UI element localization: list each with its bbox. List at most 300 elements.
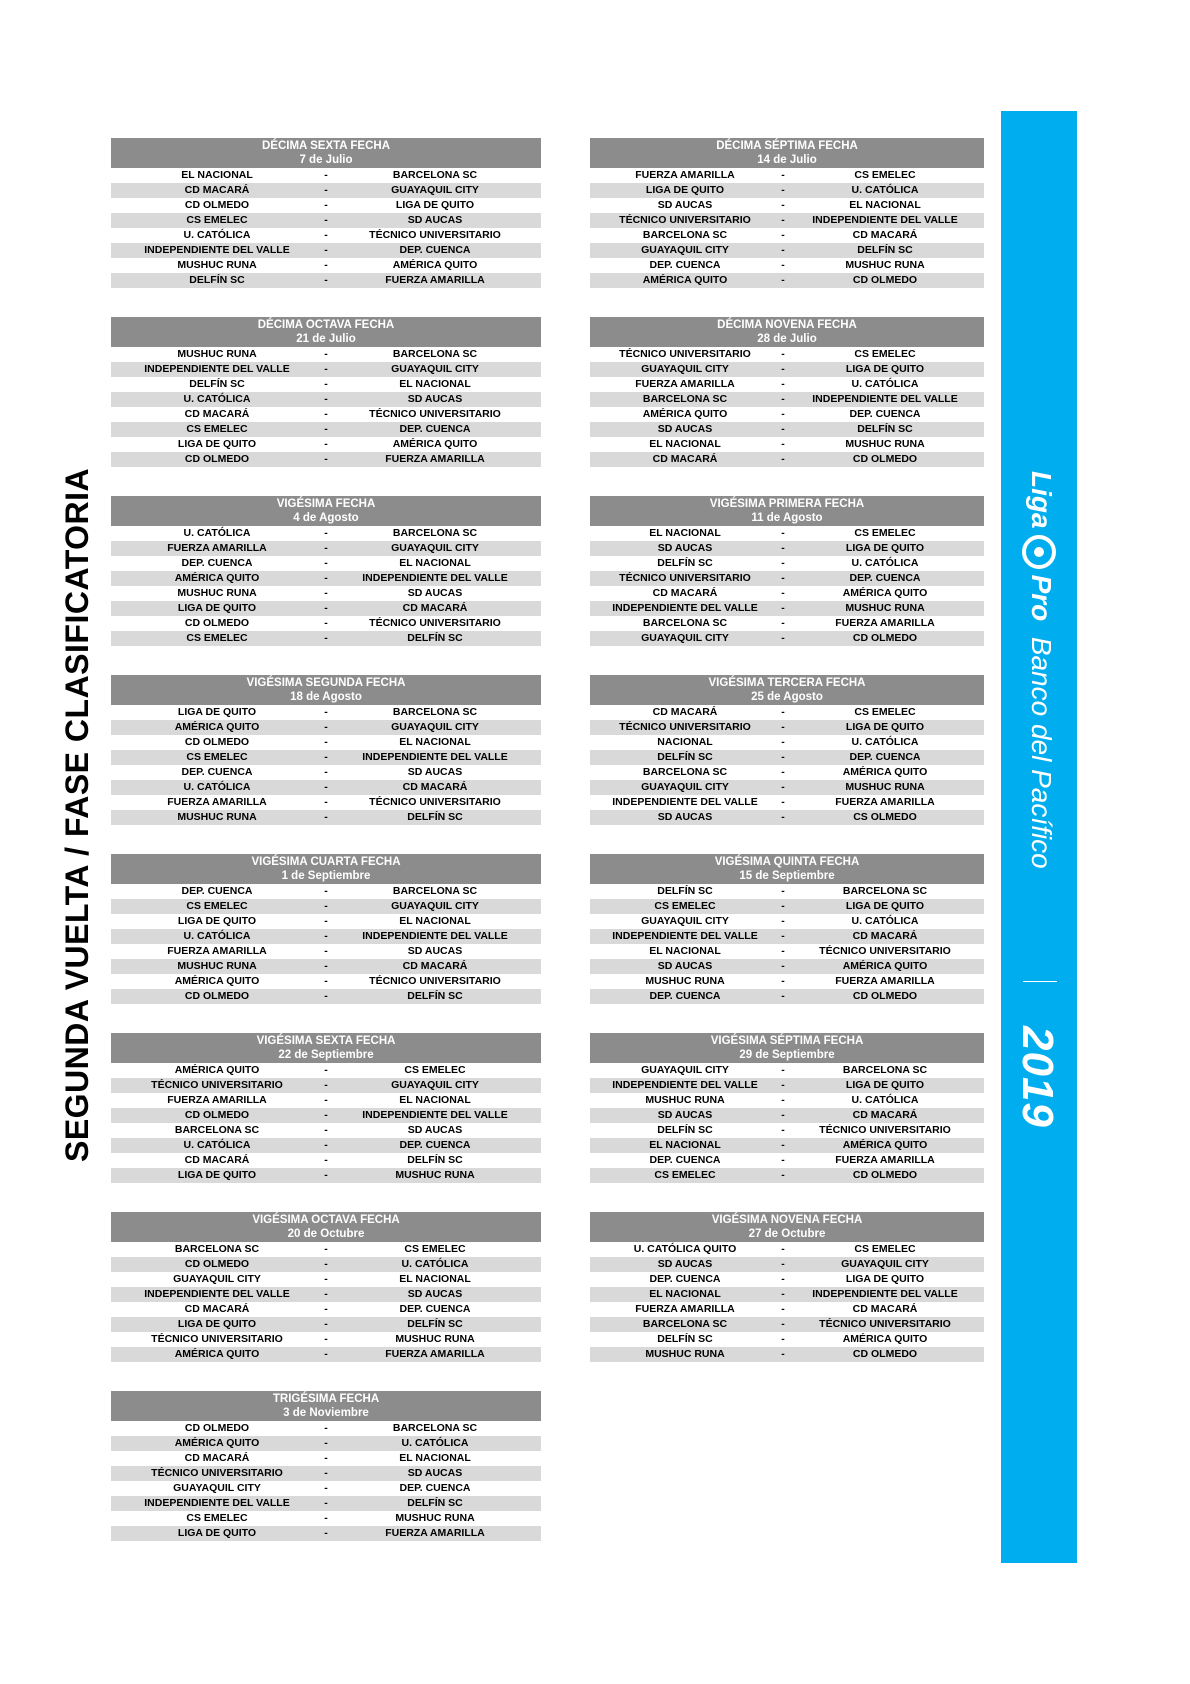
- liga-pro-logo-icon: [1022, 535, 1056, 569]
- round-title: DÉCIMA NOVENA FECHA: [717, 319, 857, 331]
- home-team: EL NACIONAL: [649, 527, 721, 539]
- home-team: EL NACIONAL: [649, 1288, 721, 1300]
- match-separator: -: [324, 1512, 328, 1524]
- match-separator: -: [781, 1124, 785, 1136]
- match-row: [590, 780, 984, 795]
- away-team: CD MACARÁ: [402, 781, 468, 793]
- round-block: [111, 496, 541, 646]
- home-team: FUERZA AMARILLA: [635, 378, 735, 390]
- match-row: [590, 1287, 984, 1302]
- away-team: MUSHUC RUNA: [845, 259, 925, 271]
- match-separator: -: [781, 527, 785, 539]
- match-separator: -: [781, 885, 785, 897]
- home-team: INDEPENDIENTE DEL VALLE: [612, 930, 758, 942]
- round-date: 27 de Octubre: [748, 1228, 826, 1240]
- away-team: SD AUCAS: [407, 393, 463, 405]
- home-team: INDEPENDIENTE DEL VALLE: [144, 363, 290, 375]
- away-team: SD AUCAS: [407, 766, 463, 778]
- match-row: [111, 1526, 541, 1541]
- match-row: [590, 959, 984, 974]
- home-team: GUAYAQUIL CITY: [173, 1482, 261, 1494]
- away-team: DEP. CUENCA: [849, 751, 921, 763]
- away-team: CS EMELEC: [404, 1243, 466, 1255]
- home-team: DEP. CUENCA: [649, 259, 721, 271]
- round-header: [111, 854, 541, 884]
- home-team: AMÉRICA QUITO: [174, 572, 260, 584]
- match-separator: -: [781, 1169, 785, 1181]
- round-block: [590, 496, 984, 646]
- match-separator: -: [324, 1154, 328, 1166]
- away-team: AMÉRICA QUITO: [392, 438, 478, 450]
- round-date: 11 de Agosto: [751, 512, 823, 524]
- home-team: MUSHUC RUNA: [177, 960, 257, 972]
- match-row: [111, 750, 541, 765]
- match-separator: -: [324, 1482, 328, 1494]
- home-team: U. CATÓLICA: [183, 930, 251, 942]
- match-row: [590, 1153, 984, 1168]
- away-team: EL NACIONAL: [399, 1273, 471, 1285]
- match-row: [111, 959, 541, 974]
- round-header: [590, 1033, 984, 1063]
- away-team: CD OLMEDO: [852, 1348, 918, 1360]
- match-separator: -: [324, 1064, 328, 1076]
- home-team: MUSHUC RUNA: [645, 975, 725, 987]
- round-block: [111, 1212, 541, 1362]
- match-separator: -: [324, 766, 328, 778]
- round-title: TRIGÉSIMA FECHA: [272, 1393, 380, 1405]
- match-row: [590, 795, 984, 810]
- home-team: GUAYAQUIL CITY: [641, 632, 729, 644]
- match-separator: -: [781, 736, 785, 748]
- match-separator: -: [324, 1467, 328, 1479]
- home-team: CS EMELEC: [186, 1512, 248, 1524]
- match-row: [590, 273, 984, 288]
- away-team: AMÉRICA QUITO: [842, 587, 928, 599]
- away-team: GUAYAQUIL CITY: [841, 1258, 929, 1270]
- home-team: CD OLMEDO: [184, 199, 250, 211]
- match-separator: -: [324, 811, 328, 823]
- away-team: TÉCNICO UNIVERSITARIO: [369, 408, 501, 420]
- home-team: INDEPENDIENTE DEL VALLE: [144, 1497, 290, 1509]
- match-separator: -: [324, 796, 328, 808]
- round-title: VIGÉSIMA FECHA: [276, 498, 376, 510]
- home-team: LIGA DE QUITO: [177, 1527, 257, 1539]
- home-team: FUERZA AMARILLA: [635, 1303, 735, 1315]
- match-separator: -: [781, 975, 785, 987]
- match-row: [590, 1257, 984, 1272]
- match-row: [590, 1093, 984, 1108]
- match-separator: -: [324, 363, 328, 375]
- home-team: DELFÍN SC: [657, 557, 713, 569]
- match-separator: -: [781, 766, 785, 778]
- round-block: [590, 1033, 984, 1183]
- round-title: VIGÉSIMA CUARTA FECHA: [251, 856, 401, 868]
- home-team: AMÉRICA QUITO: [174, 1437, 260, 1449]
- match-separator: -: [781, 1064, 785, 1076]
- match-separator: -: [324, 915, 328, 927]
- match-separator: -: [324, 557, 328, 569]
- match-separator: -: [324, 274, 328, 286]
- match-separator: -: [781, 1273, 785, 1285]
- away-team: MUSHUC RUNA: [845, 602, 925, 614]
- match-row: [111, 168, 541, 183]
- brand-bank: Banco del Pacífico: [1026, 636, 1057, 869]
- home-team: AMÉRICA QUITO: [174, 1064, 260, 1076]
- away-team: DEP. CUENCA: [399, 423, 471, 435]
- away-team: U. CATÓLICA: [851, 1094, 919, 1106]
- round-block: [111, 317, 541, 467]
- round-block: [590, 854, 984, 1004]
- match-row: [590, 929, 984, 944]
- away-team: AMÉRICA QUITO: [392, 259, 478, 271]
- match-row: [111, 810, 541, 825]
- match-separator: -: [781, 453, 785, 465]
- round-header: [590, 1212, 984, 1242]
- away-team: EL NACIONAL: [399, 378, 471, 390]
- match-row: [590, 392, 984, 407]
- home-team: GUAYAQUIL CITY: [641, 915, 729, 927]
- away-team: INDEPENDIENTE DEL VALLE: [812, 214, 958, 226]
- brand-year: 2019: [1013, 1026, 1062, 1128]
- away-team: U. CATÓLICA: [851, 557, 919, 569]
- match-row: [590, 1332, 984, 1347]
- away-team: INDEPENDIENTE DEL VALLE: [362, 930, 508, 942]
- page-side-title: SEGUNDA VUELTA / FASE CLASIFICATORIA: [59, 467, 95, 1162]
- match-row: [111, 1466, 541, 1481]
- match-separator: -: [781, 274, 785, 286]
- match-separator: -: [324, 706, 328, 718]
- away-team: FUERZA AMARILLA: [385, 1348, 485, 1360]
- away-team: LIGA DE QUITO: [845, 363, 925, 375]
- round-date: 18 de Agosto: [290, 691, 362, 703]
- round-header: [590, 317, 984, 347]
- home-team: DELFÍN SC: [657, 1124, 713, 1136]
- match-row: [111, 243, 541, 258]
- match-separator: -: [781, 1303, 785, 1315]
- home-team: DELFÍN SC: [189, 378, 245, 390]
- away-team: LIGA DE QUITO: [845, 1273, 925, 1285]
- match-row: [111, 392, 541, 407]
- home-team: INDEPENDIENTE DEL VALLE: [612, 1079, 758, 1091]
- home-team: DELFÍN SC: [657, 1333, 713, 1345]
- match-separator: -: [324, 1109, 328, 1121]
- match-row: [590, 258, 984, 273]
- match-separator: -: [781, 1288, 785, 1300]
- match-separator: -: [781, 1348, 785, 1360]
- match-separator: -: [781, 960, 785, 972]
- banner-divider: [1023, 981, 1057, 982]
- match-row: [590, 914, 984, 929]
- match-row: [111, 1272, 541, 1287]
- home-team: DEP. CUENCA: [181, 557, 253, 569]
- match-separator: -: [324, 453, 328, 465]
- match-separator: -: [324, 1318, 328, 1330]
- match-separator: -: [781, 811, 785, 823]
- round-block: [111, 1391, 541, 1541]
- match-row: [590, 437, 984, 452]
- match-row: [590, 884, 984, 899]
- round-date: 28 de Julio: [757, 333, 817, 345]
- round-header: [111, 496, 541, 526]
- match-separator: -: [781, 1079, 785, 1091]
- home-team: AMÉRICA QUITO: [174, 1348, 260, 1360]
- match-separator: -: [324, 1348, 328, 1360]
- round-title: VIGÉSIMA NOVENA FECHA: [711, 1214, 863, 1226]
- home-team: TÉCNICO UNIVERSITARIO: [619, 572, 751, 584]
- away-team: EL NACIONAL: [399, 557, 471, 569]
- match-separator: -: [324, 930, 328, 942]
- away-team: DELFÍN SC: [407, 632, 463, 644]
- home-team: BARCELONA SC: [642, 393, 728, 405]
- match-row: [111, 929, 541, 944]
- home-team: CD OLMEDO: [184, 453, 250, 465]
- home-team: DEP. CUENCA: [181, 766, 253, 778]
- home-team: LIGA DE QUITO: [177, 1169, 257, 1181]
- away-team: DELFÍN SC: [407, 1318, 463, 1330]
- match-row: [111, 571, 541, 586]
- match-separator: -: [324, 572, 328, 584]
- home-team: U. CATÓLICA: [183, 781, 251, 793]
- round-header: [590, 138, 984, 168]
- home-team: CD MACARÁ: [184, 1303, 250, 1315]
- round-title: VIGÉSIMA SEGUNDA FECHA: [246, 677, 406, 689]
- match-separator: -: [781, 348, 785, 360]
- match-separator: -: [324, 393, 328, 405]
- home-team: DEP. CUENCA: [181, 885, 253, 897]
- home-team: AMÉRICA QUITO: [174, 721, 260, 733]
- home-team: DELFÍN SC: [657, 751, 713, 763]
- match-row: [111, 780, 541, 795]
- match-row: [111, 452, 541, 467]
- away-team: LIGA DE QUITO: [395, 199, 475, 211]
- away-team: BARCELONA SC: [392, 1422, 478, 1434]
- match-separator: -: [324, 542, 328, 554]
- home-team: LIGA DE QUITO: [177, 438, 257, 450]
- match-row: [111, 1451, 541, 1466]
- away-team: LIGA DE QUITO: [845, 900, 925, 912]
- match-row: [111, 183, 541, 198]
- home-team: CD MACARÁ: [184, 408, 250, 420]
- home-team: BARCELONA SC: [174, 1124, 260, 1136]
- match-row: [111, 1481, 541, 1496]
- match-row: [111, 422, 541, 437]
- away-team: CD MACARÁ: [852, 930, 918, 942]
- away-team: BARCELONA SC: [392, 348, 478, 360]
- away-team: SD AUCAS: [407, 1467, 463, 1479]
- match-separator: -: [781, 572, 785, 584]
- match-separator: -: [324, 1139, 328, 1151]
- away-team: INDEPENDIENTE DEL VALLE: [812, 1288, 958, 1300]
- match-separator: -: [781, 1154, 785, 1166]
- away-team: DELFÍN SC: [857, 244, 913, 256]
- away-team: DEP. CUENCA: [399, 1482, 471, 1494]
- match-separator: -: [324, 184, 328, 196]
- away-team: SD AUCAS: [407, 1124, 463, 1136]
- home-team: GUAYAQUIL CITY: [641, 363, 729, 375]
- away-team: SD AUCAS: [407, 214, 463, 226]
- away-team: EL NACIONAL: [399, 1452, 471, 1464]
- match-separator: -: [324, 1333, 328, 1345]
- match-separator: -: [781, 617, 785, 629]
- home-team: SD AUCAS: [657, 423, 713, 435]
- away-team: EL NACIONAL: [399, 1094, 471, 1106]
- match-row: [111, 989, 541, 1004]
- away-team: FUERZA AMARILLA: [835, 796, 935, 808]
- round-header: [111, 1391, 541, 1421]
- match-row: [111, 601, 541, 616]
- match-separator: -: [324, 602, 328, 614]
- home-team: SD AUCAS: [657, 811, 713, 823]
- home-team: INDEPENDIENTE DEL VALLE: [144, 244, 290, 256]
- match-separator: -: [781, 1109, 785, 1121]
- match-row: [111, 1078, 541, 1093]
- match-row: [590, 213, 984, 228]
- round-header: [590, 496, 984, 526]
- home-team: U. CATÓLICA: [183, 1139, 251, 1151]
- match-separator: -: [324, 1497, 328, 1509]
- away-team: FUERZA AMARILLA: [835, 975, 935, 987]
- away-team: MUSHUC RUNA: [395, 1512, 475, 1524]
- match-separator: -: [324, 1527, 328, 1539]
- match-separator: -: [324, 1437, 328, 1449]
- round-header: [590, 854, 984, 884]
- home-team: SD AUCAS: [657, 960, 713, 972]
- match-separator: -: [324, 721, 328, 733]
- home-team: SD AUCAS: [657, 1109, 713, 1121]
- home-team: MUSHUC RUNA: [177, 587, 257, 599]
- match-row: [111, 377, 541, 392]
- match-row: [590, 631, 984, 646]
- match-row: [590, 407, 984, 422]
- match-row: [590, 362, 984, 377]
- liga-pro-banner: [1001, 111, 1077, 1563]
- home-team: U. CATÓLICA: [183, 527, 251, 539]
- match-separator: -: [781, 244, 785, 256]
- match-separator: -: [324, 244, 328, 256]
- match-separator: -: [781, 259, 785, 271]
- away-team: DEP. CUENCA: [849, 408, 921, 420]
- match-separator: -: [324, 438, 328, 450]
- match-row: [111, 258, 541, 273]
- home-team: DEP. CUENCA: [649, 1154, 721, 1166]
- away-team: CD OLMEDO: [852, 632, 918, 644]
- match-separator: -: [324, 423, 328, 435]
- round-date: 22 de Septiembre: [278, 1049, 374, 1061]
- away-team: FUERZA AMARILLA: [385, 1527, 485, 1539]
- match-separator: -: [781, 363, 785, 375]
- home-team: BARCELONA SC: [174, 1243, 260, 1255]
- match-row: [590, 452, 984, 467]
- away-team: U. CATÓLICA: [851, 378, 919, 390]
- match-row: [590, 705, 984, 720]
- home-team: CS EMELEC: [186, 632, 248, 644]
- home-team: CD OLMEDO: [184, 1258, 250, 1270]
- match-row: [111, 705, 541, 720]
- away-team: INDEPENDIENTE DEL VALLE: [812, 393, 958, 405]
- away-team: EL NACIONAL: [399, 736, 471, 748]
- match-row: [111, 616, 541, 631]
- home-team: CD MACARÁ: [184, 1452, 250, 1464]
- away-team: GUAYAQUIL CITY: [391, 363, 479, 375]
- match-separator: -: [781, 721, 785, 733]
- match-separator: -: [781, 751, 785, 763]
- home-team: CD MACARÁ: [652, 706, 718, 718]
- match-row: [111, 914, 541, 929]
- match-separator: -: [781, 706, 785, 718]
- home-team: TÉCNICO UNIVERSITARIO: [619, 348, 751, 360]
- match-row: [111, 974, 541, 989]
- match-row: [111, 556, 541, 571]
- match-separator: -: [324, 1258, 328, 1270]
- match-row: [590, 1242, 984, 1257]
- round-date: 4 de Agosto: [293, 512, 359, 524]
- away-team: GUAYAQUIL CITY: [391, 1079, 479, 1091]
- away-team: BARCELONA SC: [842, 885, 928, 897]
- home-team: LIGA DE QUITO: [645, 184, 725, 196]
- away-team: EL NACIONAL: [399, 915, 471, 927]
- home-team: DEP. CUENCA: [649, 990, 721, 1002]
- match-separator: -: [324, 1452, 328, 1464]
- match-row: [111, 720, 541, 735]
- match-separator: -: [324, 199, 328, 211]
- away-team: FUERZA AMARILLA: [385, 453, 485, 465]
- match-separator: -: [781, 378, 785, 390]
- match-separator: -: [781, 632, 785, 644]
- match-row: [111, 1093, 541, 1108]
- match-separator: -: [324, 1169, 328, 1181]
- round-block: [111, 675, 541, 825]
- match-separator: -: [324, 1273, 328, 1285]
- match-row: [590, 571, 984, 586]
- round-title: DÉCIMA OCTAVA FECHA: [257, 319, 395, 331]
- match-row: [590, 1108, 984, 1123]
- away-team: CD MACARÁ: [852, 1303, 918, 1315]
- round-date: 20 de Octubre: [287, 1228, 365, 1240]
- match-row: [590, 377, 984, 392]
- round-block: [111, 854, 541, 1004]
- away-team: FUERZA AMARILLA: [385, 274, 485, 286]
- home-team: CD OLMEDO: [184, 617, 250, 629]
- match-separator: -: [781, 1139, 785, 1151]
- away-team: DEP. CUENCA: [399, 244, 471, 256]
- away-team: DEP. CUENCA: [399, 1139, 471, 1151]
- round-title: VIGÉSIMA SEXTA FECHA: [256, 1035, 396, 1047]
- match-row: [111, 631, 541, 646]
- home-team: INDEPENDIENTE DEL VALLE: [612, 602, 758, 614]
- match-separator: -: [781, 408, 785, 420]
- match-separator: -: [781, 796, 785, 808]
- match-row: [111, 795, 541, 810]
- match-row: [590, 556, 984, 571]
- home-team: FUERZA AMARILLA: [635, 169, 735, 181]
- home-team: EL NACIONAL: [181, 169, 253, 181]
- home-team: EL NACIONAL: [649, 438, 721, 450]
- home-team: CD OLMEDO: [184, 1422, 250, 1434]
- round-date: 29 de Septiembre: [739, 1049, 835, 1061]
- home-team: AMÉRICA QUITO: [642, 274, 728, 286]
- home-team: SD AUCAS: [657, 199, 713, 211]
- home-team: DELFÍN SC: [657, 885, 713, 897]
- round-header: [590, 675, 984, 705]
- home-team: MUSHUC RUNA: [177, 811, 257, 823]
- away-team: GUAYAQUIL CITY: [391, 900, 479, 912]
- match-row: [111, 1511, 541, 1526]
- away-team: DELFÍN SC: [407, 1154, 463, 1166]
- match-separator: -: [324, 990, 328, 1002]
- home-team: CD OLMEDO: [184, 736, 250, 748]
- away-team: BARCELONA SC: [392, 527, 478, 539]
- home-team: CD MACARÁ: [652, 453, 718, 465]
